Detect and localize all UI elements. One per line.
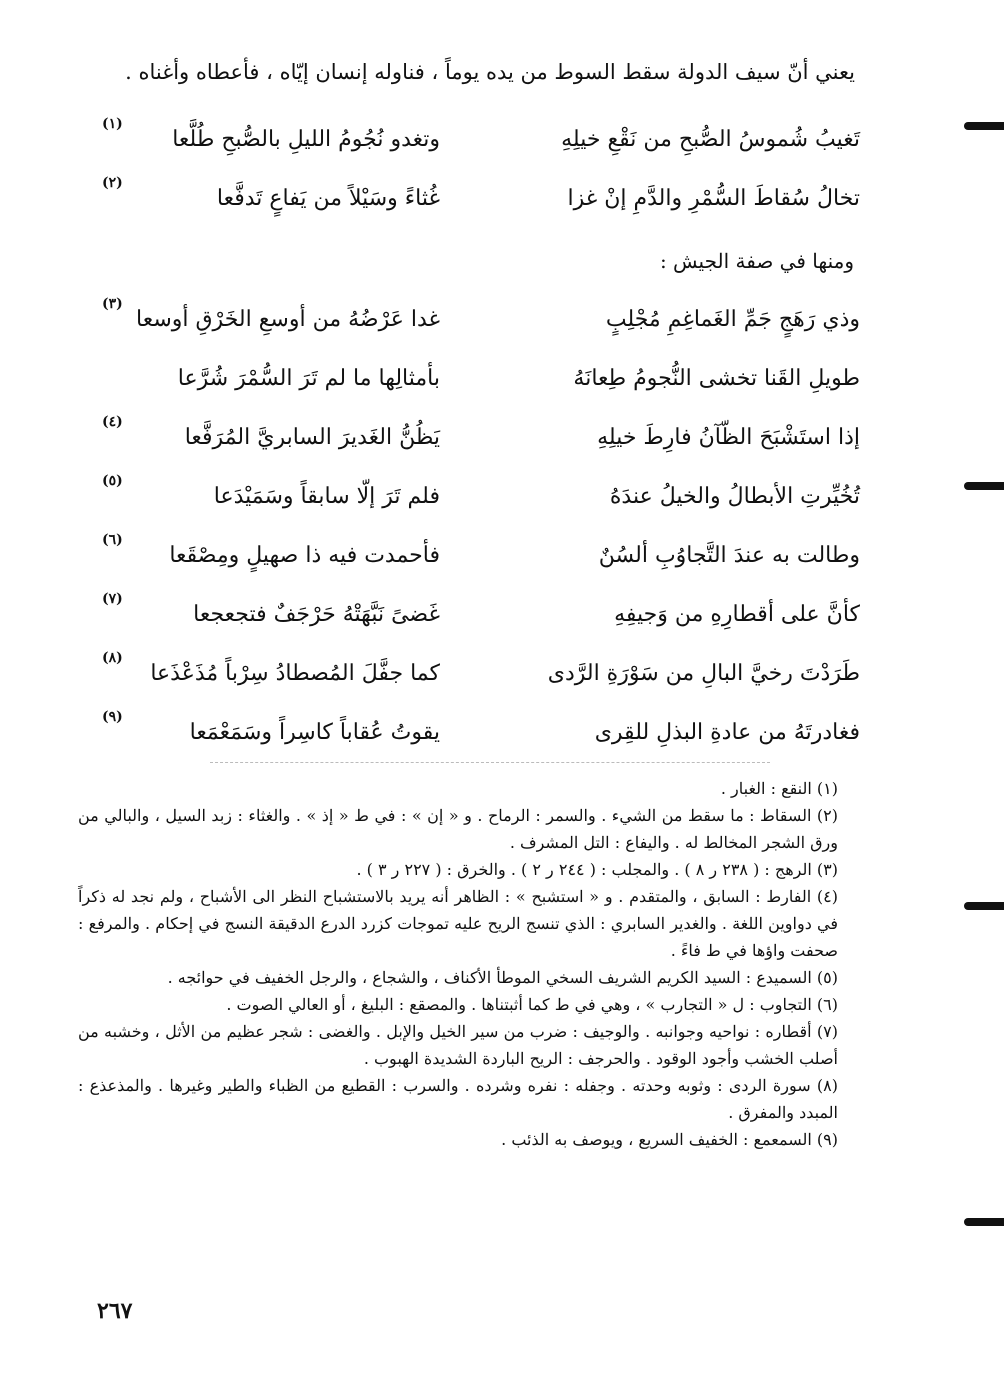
margin-mark <box>964 1218 1004 1226</box>
verse-note-ref: (٢) <box>102 175 123 191</box>
verse-1 <box>40 112 860 171</box>
footnote: (٩) السمعمع : الخفيف السريع ، ويوصف به الذئب . <box>501 1130 838 1149</box>
verse-first-hemistich: طويلِ القَنا تخشى النُّجومُ طِعانَهُ <box>573 366 860 391</box>
verse-4 <box>40 351 860 410</box>
verse-second-hemistich: وتغدو نُجُومُ الليلِ بالصُّبحِ طُلَّعا <box>172 127 440 152</box>
verse-first-hemistich: فغادرتَهُ من عادةِ البذلِ للقِرى <box>594 720 860 745</box>
verse-3 <box>40 292 860 351</box>
verse-note-ref: (٤) <box>102 414 123 430</box>
footnote: (١) النقع : الغبار . <box>720 779 838 798</box>
margin-mark <box>964 482 1004 490</box>
verse-note-ref: (٨) <box>102 650 123 666</box>
footnotes <box>78 775 838 1153</box>
verse-first-hemistich: تخالُ سُقاطَ السُّمْرِ والدَّمِ إنْ غزا <box>567 186 860 211</box>
footnote: (٢) السقاط : ما سقط من الشيء . والسمر : الرماح . و « إن » : في ط « إذ » . والغثاء : زبد السيل ، والبالي من ورق الشجر المخالط له . واليفاع : التل المشرف . <box>78 806 838 852</box>
page-number: ٢٦٧ <box>97 1298 133 1324</box>
footnote: (٦) التجاوب : ل « التجارب » ، وهي في ط كما أثبتناها . والمصقع : البليغ ، أو العالي الصوت . <box>226 995 838 1014</box>
verses-group-1 <box>40 112 860 230</box>
verse-first-hemistich: إذا استَشْبَحَ الظّآنُ فارِطَ خيلِهِ <box>597 425 860 450</box>
verse-2 <box>40 171 860 230</box>
footnote: (٥) السميدع : السيد الكريم الشريف السخي الموطأ الأكناف ، والشجاع ، والرجل الخفيف في حوائجه . <box>167 968 838 987</box>
margin-mark <box>964 122 1004 130</box>
footnote: (٣) الرهج : ( ٢٣٨ ر ٨ ) . والمجلب : ( ٢٤٤ ر ٢ ) . والخرق : ( ٢٢٧ ر ٣ ) . <box>356 860 838 879</box>
verse-10 <box>40 705 860 764</box>
verse-5 <box>40 410 860 469</box>
verse-first-hemistich: تَغيبُ شُموسُ الصُّبحِ من نَقْعِ خيلِهِ <box>561 127 860 152</box>
verse-second-hemistich: غدا عَرْضُهُ من أوسعِ الخَرْقِ أوسعا <box>136 307 440 332</box>
footnote: (٧) أقطاره : نواحيه وجوانبه . والوجيف : ضرب من سير الخيل والإبل . والغضى : شجر عظيم من الأثل ، وخشبه من أصلب الخشب وأجود الوقود . والحرجف : الريح الباردة الشديدة الهبوب . <box>78 1022 838 1068</box>
verse-first-hemistich: تُخُيِّرتِ الأبطالُ والخيلُ عندَهُ <box>609 484 860 509</box>
verse-second-hemistich: فأحمدت فيه ذا صهيلٍ ومِصْقَعا <box>169 543 440 568</box>
verse-note-ref: (١) <box>102 116 123 132</box>
intro-line: يعني أنّ سيف الدولة سقط السوط من يده يوماً ، فناوله إنسان إيّاه ، فأعطاه وأغناه . <box>125 60 855 84</box>
verse-first-hemistich: كأنَّ على أقطارِهِ من وَجيفِهِ <box>614 602 860 627</box>
verse-second-hemistich: فلم تَرَ إلّا سابقاً وسَمَيْدَعا <box>213 484 440 509</box>
verse-second-hemistich: بأمثالِها ما لم تَرَ السُّمْرَ شُرَّعا <box>177 366 440 391</box>
verse-second-hemistich: يَظُنُّ الغَديرَ السابريَّ المُرَفَّعا <box>184 425 440 450</box>
verse-9 <box>40 646 860 705</box>
footnote: (٨) سورة الردى : وثوبه وحدته . وجفله : نفره وشرده . والسرب : القطيع من الظباء والطير وغيرها . والمذعذع : المبدد والمفرق . <box>78 1076 839 1122</box>
footnote: (٤) الفارط : السابق ، والمتقدم . و « استشبح » : الظاهر أنه يريد بالاستشباح النظر الى الأشباح ، ولم نجد له ذكراً في دواوين اللغة . والغدير السابري : الذي تنسج الريح عليه تموجات كزرد الدرع الدقيقة النسج في إحكام . والمرفع : صحفت واؤها في ط فاءً . <box>78 887 838 960</box>
verse-first-hemistich: طَرَدْتَ رخيَّ البالِ من سَوْرَةِ الرَّدى <box>547 661 860 686</box>
verse-6 <box>40 469 860 528</box>
verse-second-hemistich: يقوتُ عُقاباً كاسِراً وسَمَعْمَعا <box>189 720 440 745</box>
verse-note-ref: (٩) <box>102 709 123 725</box>
verse-note-ref: (٦) <box>102 532 123 548</box>
verse-note-ref: (٧) <box>102 591 123 607</box>
verses-group-2 <box>40 292 860 764</box>
verse-7 <box>40 528 860 587</box>
verse-second-hemistich: غُثاءً وسَيْلاً من يَفاعٍ تَدفَّعا <box>216 186 440 211</box>
margin-mark <box>964 902 1004 910</box>
verse-first-hemistich: وذي رَهَجٍ جَمِّ الغَماغِمِ مُجْلِبٍ <box>605 307 860 332</box>
verse-8 <box>40 587 860 646</box>
footnote-separator <box>210 762 770 763</box>
section-subheading: ومنها في صفة الجيش : <box>659 249 854 273</box>
verse-note-ref: (٥) <box>102 473 123 489</box>
verse-note-ref: (٣) <box>102 296 123 312</box>
verse-second-hemistich: غَضىً نَبَّهَتْهُ حَرْجَفٌ فتجعجعا <box>193 602 440 627</box>
verse-second-hemistich: كما جفَّلَ المُصطادُ سِرْباً مُذَعْذَعا <box>150 661 440 686</box>
verse-first-hemistich: وطالت به عندَ التَّجاوُبِ ألسُنٌ <box>598 543 860 568</box>
